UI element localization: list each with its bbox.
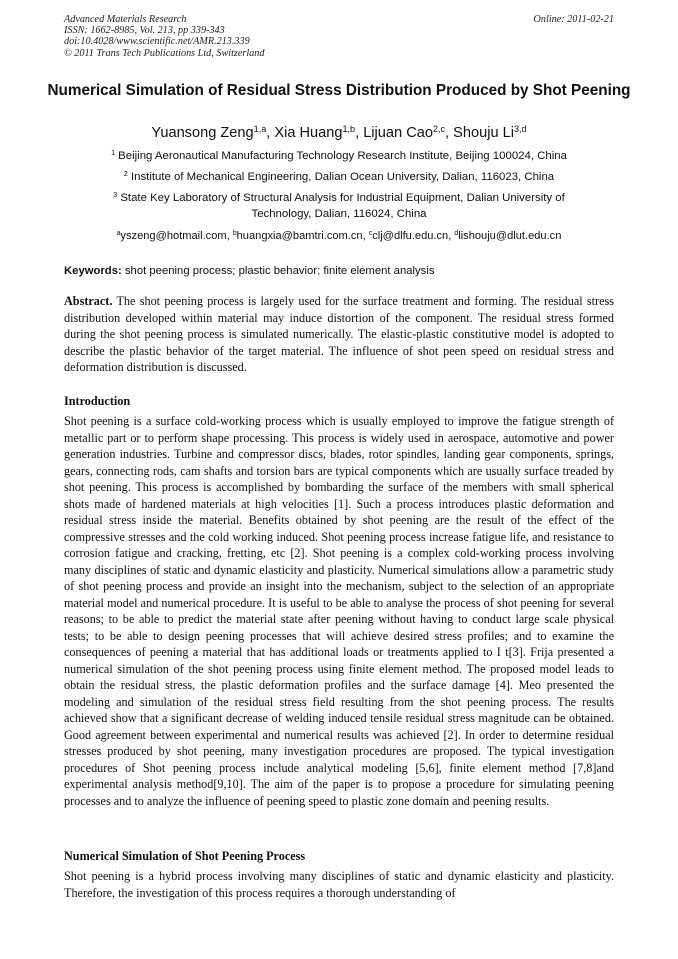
copyright-line: © 2011 Trans Tech Publications Ltd, Switzerland: [64, 47, 265, 59]
section-heading-introduction: Introduction: [64, 394, 131, 408]
author-affiliation-mark: 3,d: [514, 124, 527, 135]
abstract: [64, 293, 614, 376]
email-list: $^a$yszeng@hotmail.com, $^b$huangxia@bamtri.com.cn, $^c$clj@dlfu.edu.cn, $^d$lishouju@dlut.edu.cn: [116, 230, 562, 242]
affiliation-number: 1: [111, 150, 115, 158]
author-name: Xia Huang: [274, 125, 343, 141]
paper-title: Numerical Simulation of Residual Stress Distribution Produced by Shot Peening: [47, 82, 631, 99]
abstract-label: Abstract.: [64, 294, 113, 308]
affiliation-2: [64, 170, 614, 186]
introduction-body: Shot peening is a surface cold-working process which is usually employed to improve the fatigue strength of metallic part or to perform shape processing. This process is widely used in aerospace, automotive and power generation industries. Turbine and compressor discs, blades, rotor spindles, landing gear components, springs, gears, connecting rods, cam shafts and torsion bars are typical components which are usually surface treaded by shot peening. This process is accomplished by bombarding the surface of the members with small spherical shots made of hardened materials at high velocities [1]. Such a process introduces plastic deformation and residual stress inside the material. Benefits obtained by shot peening are the result of the effect of the compressive stresses and the cold working induced. Shot peening process increase fatigue life, and resistance to corrosion fatigue and cracking, fretting, etc [2]. Shot peening is a complex cold-working process involving many disciplines of static and dynamic elasticity and plasticity. Numerical simulations allow a parametric study of shot peening process and provide an insight into the mechanism, subject to the selection of an appropriate material model and numerical procedure. It is useful to be able to analyse the process of shot peening for several reasons; to be able to predict the material state after peening without having to conduct large scale physical tests; to be able to design peening processes that will achieve desired stress profiles; and to examine the consequences of peening a material that has additional loads or treatments applied to I t[3]. Frija presented a numerical simulation of the shot peening process using finite element method. The proposed model leads to obtain the residual stress, the plastic deformation profiles and the surface damage [4]. Meo presented the modeling and simulation of the residual stress field resulting from the shot peening process. The results achieved show that a significant decrease of welding induced tensile residual stress magnitude can be obtained. Good agreement between experimental and numerical results was achieved [2]. In order to determine residual stresses produced by shot peening, many investigation procedures are proposed. The typical investigation procedures of Shot peening process include analytical modeling [5,6], finite element method [7,8]and experimental analysis method[9,10]. The aim of the paper is to propose a procedure for simulating peening processes and to analyze the influence of peening speed to plastic zone domain and peening results.: [64, 414, 614, 808]
author-affiliation-mark: 1,a: [253, 124, 267, 135]
author-name: Yuansong Zeng: [151, 125, 254, 141]
doi-line[interactable]: doi:10.4028/www.scientific.net/AMR.213.339: [64, 36, 250, 48]
affiliation-number: 2: [123, 171, 128, 179]
affiliation-text: State Key Laboratory of Structural Analysis for Industrial Equipment, Dalian University of Technology, Dalian, 116024, China: [120, 192, 565, 220]
affiliation-number: 3: [113, 192, 118, 200]
section2-body: Shot peening is a hybrid process involving many disciplines of static and dynamic elasticity and plasticity. Therefore, the investigation of this process requires a thorough understanding of: [64, 869, 614, 900]
author-name: Shouju Li: [453, 125, 515, 141]
affiliation-text: Beijing Aeronautical Manufacturing Technology Research Institute, Beijing 100024, China: [118, 150, 567, 162]
affiliation-3: [84, 191, 594, 222]
journal-name: Advanced Materials Research: [64, 14, 187, 25]
affiliation-1: [64, 149, 614, 165]
email-link[interactable]: huangxia@bamtri.com.cn: [236, 230, 363, 242]
affiliation-text: Institute of Mechanical Engineering, Dalian Ocean University, Dalian, 116023, China: [130, 171, 555, 183]
section-heading-numerical-simulation: Numerical Simulation of Shot Peening Process: [64, 849, 306, 863]
author-affiliation-mark: 2,c: [432, 124, 446, 135]
email-link[interactable]: lishouju@dlut.edu.cn: [458, 230, 562, 242]
author-name: Lijuan Cao: [363, 125, 433, 141]
journal-header: [64, 14, 264, 59]
keywords-text: shot peening process; plastic behavior; finite element analysis: [124, 265, 435, 277]
author-affiliation-mark: 1,b: [342, 124, 356, 135]
email-link[interactable]: yszeng@hotmail.com: [120, 230, 227, 242]
abstract-text: The shot peening process is largely used for the surface treatment and forming. The residual stress distribution developed within material may induce distortion of the component. The residual stress formed during the shot peening process is simulated numerically. The elastic-plastic constitutive model is adopted to describe the plastic behavior of the target material. The influence of shot peen speed on residual stress and deformation distribution is discussed.: [64, 294, 614, 374]
author-list: Yuansong Zeng$^{1,a}$, Xia Huang$^{1,b}$, Lijuan Cao$^{2,c}$, Shouju Li$^{3,d}$: [151, 124, 527, 141]
online-date: Online: 2011-02-21: [533, 14, 614, 25]
keywords: [64, 264, 614, 278]
issn-line: ISSN: 1662-8985, Vol. 213, pp 339-343: [64, 25, 225, 37]
keywords-label: Keywords:: [64, 265, 122, 277]
email-link[interactable]: clj@dlfu.edu.cn: [372, 230, 449, 242]
